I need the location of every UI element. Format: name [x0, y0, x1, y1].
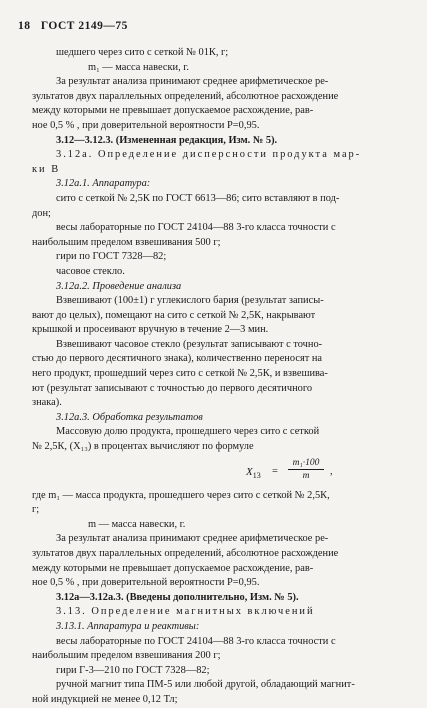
text-line: наибольшим пределом взвешивания 200 г; — [32, 650, 221, 662]
text-line: весы лабораторные по ГОСТ 24104—88 3-го класса точности с — [56, 222, 336, 234]
text-line: сито с сеткой № 2,5К по ГОСТ 6613—86; сито вставляют в под- — [56, 192, 340, 204]
subsection-heading: 3.13.1. Аппаратура и реактивы: — [56, 620, 200, 632]
text-line: m — масса навески, г. — [88, 518, 186, 530]
text-line: За результат анализа принимают среднее арифметическое ре- — [56, 533, 329, 545]
text-line: m₁ — масса навески, г. — [88, 61, 189, 73]
text-line: стью до первого десятичного знака), количественно переносят на — [32, 353, 323, 365]
formula-fraction — [288, 457, 324, 483]
text-line: между которыми не превышает допускаемое расхождение, рав- — [32, 562, 314, 574]
text-line: знака). — [32, 397, 62, 409]
text-line: весы лабораторные по ГОСТ 24104—88 3-го класса точности с — [56, 635, 336, 647]
text-line: часовое стекло. — [56, 265, 125, 277]
formula-lhs: $X_{13}$ — [246, 465, 261, 480]
text-line: Взвешивают часовое стекло (результат записывают с точно- — [56, 338, 323, 350]
text-line: ное 0,5 % , при доверительной вероятности P=0,95. — [32, 577, 260, 589]
amendment-note: 3.12—3.12.3. (Измененная редакция, Изм. № 5). — [56, 134, 278, 146]
text-line: ное 0,5 % , при доверительной вероятности P=0,95. — [32, 119, 260, 131]
subsection-heading: 3.12а.1. Аппаратура: — [56, 178, 151, 190]
text-line: ют (результат записывают с точностью до первого десятичного — [32, 382, 313, 394]
text-line: вают до целых), помещают на сито с сеткой № 2,5К, накрывают — [32, 309, 316, 321]
text-line: наибольшим пределом взвешивания 500 г; — [32, 236, 221, 248]
text-line: Массовую долю продукта, прошедшего через сито с сеткой — [56, 426, 320, 438]
text-line: между которыми не превышает допускаемое расхождение, рав- — [32, 105, 314, 117]
section-heading-cont: ки В — [32, 163, 61, 175]
formula-numerator: m₁·100 — [288, 457, 324, 470]
formula-comma: , — [330, 465, 333, 477]
formula-lhs-subscript: 13 — [252, 470, 261, 480]
standard-title: ГОСТ 2149—75 — [40, 20, 128, 32]
text-line: крышкой и просеивают вручную в течение 2—3 мин. — [32, 324, 269, 336]
text-line: шедшего через сито с сеткой № 01К, г; — [56, 47, 229, 58]
text-line: гири по ГОСТ 7328—82; — [56, 251, 167, 263]
page-header — [18, 20, 135, 32]
text-line: За результат анализа принимают среднее арифметическое ре- — [56, 76, 329, 88]
text-line: гири Г-3—210 по ГОСТ 7328—82; — [56, 664, 210, 676]
text-line: ручной магнит типа ПМ-5 или любой другой, обладающий магнит- — [56, 679, 355, 691]
text-line: дон; — [32, 207, 51, 219]
text-line: зультатов двух параллельных определений, абсолютное расхождение — [32, 548, 339, 559]
text-line: Взвешивают (100±1) г углекислого бария (результат записы- — [56, 295, 324, 307]
amendment-note: 3.12а—3.12а.3. (Введены дополнительно, Изм. № 5). — [56, 591, 299, 603]
text-line: него продукт, прошедший через сито с сеткой № 2,5К, и взвешива- — [32, 368, 328, 380]
page-body — [32, 46, 408, 708]
text-line: зультатов двух параллельных определений, абсолютное расхождение — [32, 90, 339, 102]
text-line: г; — [32, 504, 40, 516]
section-heading: 3.13. Определение магнитных включений — [56, 606, 315, 618]
text-line: ной индукцией не менее 0,12 Тл; — [32, 693, 178, 705]
formula-equals: = — [272, 465, 278, 477]
text-line: № 2,5К, (X₁₃) в процентах вычисляют по формуле — [32, 441, 254, 453]
subsection-heading: 3.12а.2. Проведение анализа — [56, 280, 182, 292]
section-heading: 3.12а. Определение дисперсности продукта мар- — [56, 149, 362, 161]
text-line: где m₁ — масса продукта, прошедшего через сито с сеткой № 2,5К, — [32, 489, 330, 501]
page-number: 18 — [18, 20, 31, 32]
formula-x13 — [32, 457, 408, 487]
formula-denominator: m — [302, 470, 310, 481]
subsection-heading: 3.12а.3. Обработка результатов — [56, 411, 203, 423]
